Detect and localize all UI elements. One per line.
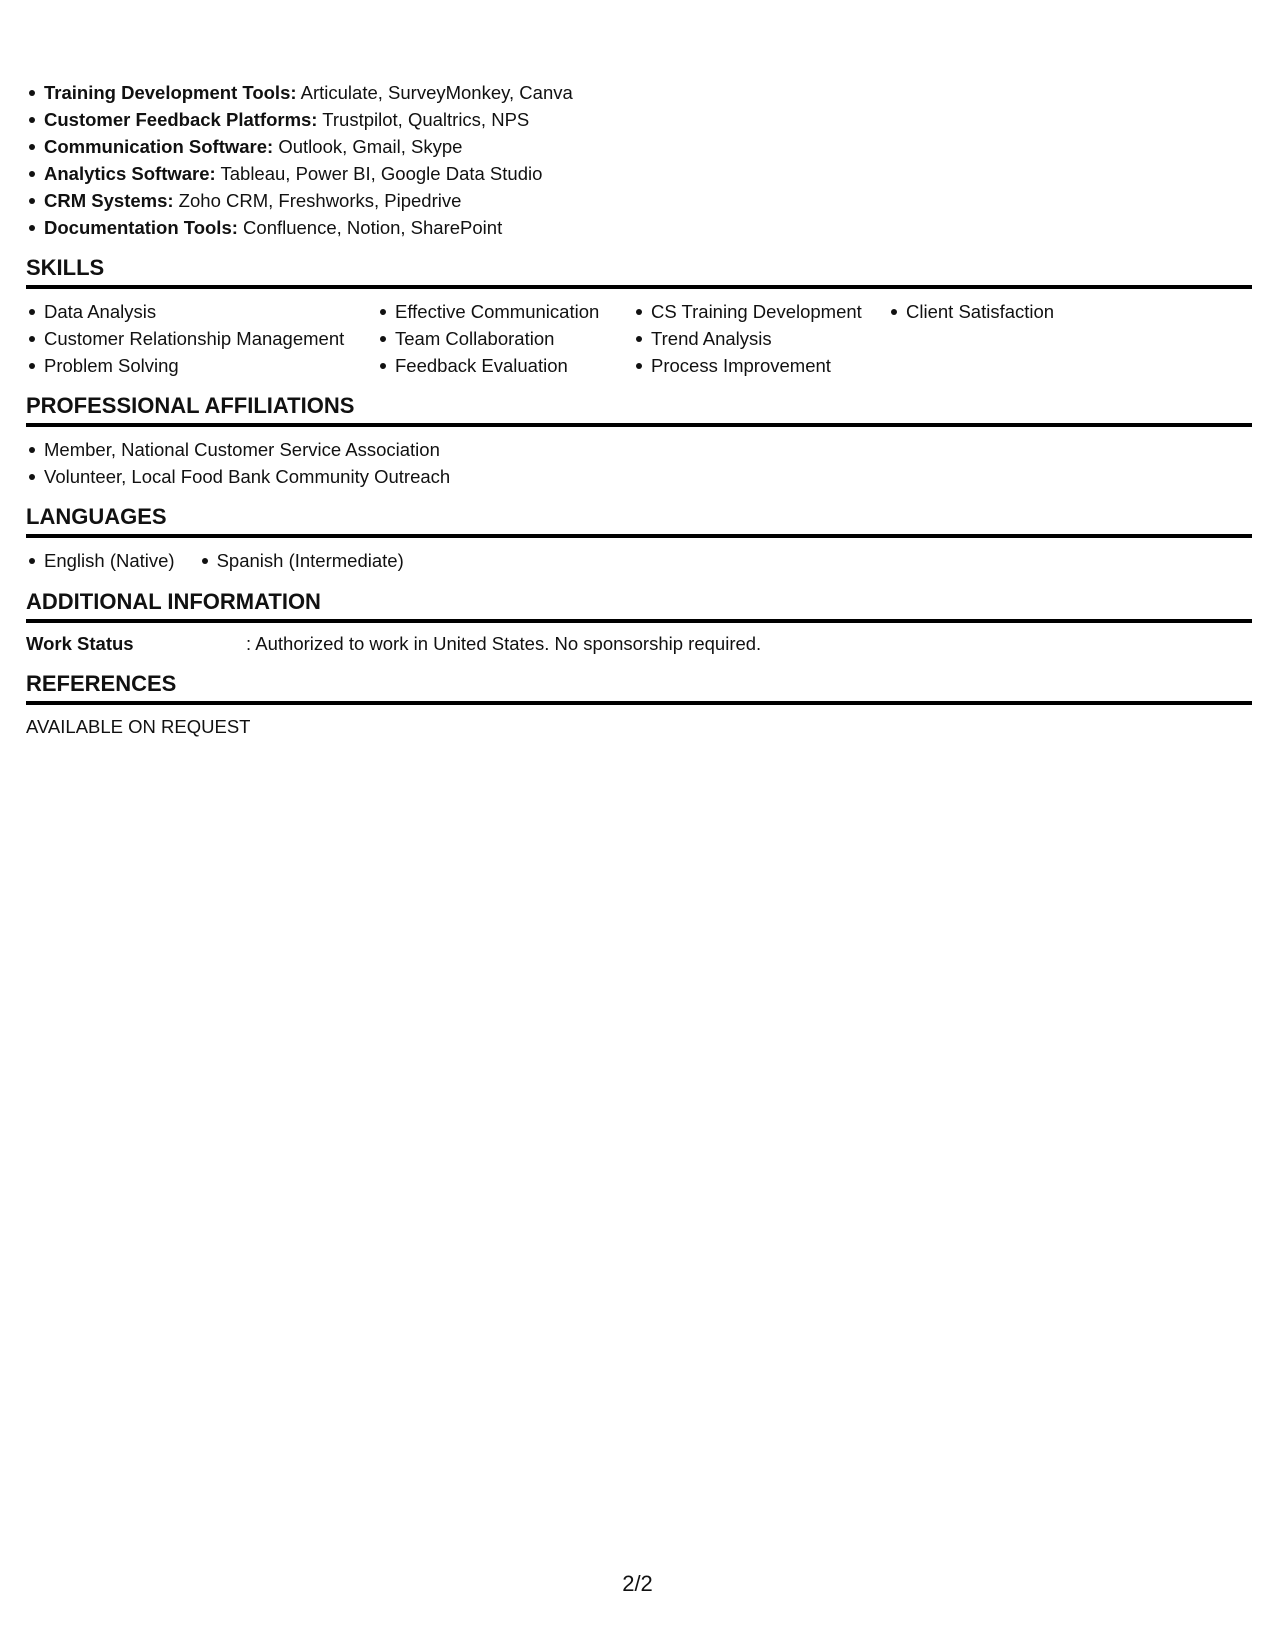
affiliation-item: Volunteer, Local Food Bank Community Outreach	[26, 463, 450, 490]
tools-item-label: Customer Feedback Platforms:	[44, 109, 318, 130]
tools-item	[26, 160, 573, 187]
section-heading-skills: SKILLS	[26, 254, 1252, 289]
tools-item-value: Trustpilot, Qualtrics, NPS	[317, 109, 530, 130]
section-heading-additional-information: ADDITIONAL INFORMATION	[26, 588, 1252, 623]
language-item: English (Native)	[26, 547, 175, 574]
language-item: Spanish (Intermediate)	[199, 547, 404, 574]
skills-column	[633, 298, 888, 379]
skill-item: Effective Communication	[377, 298, 633, 325]
section-heading-references: REFERENCES	[26, 670, 1252, 705]
skills-column	[377, 298, 633, 379]
section-heading-languages: LANGUAGES	[26, 503, 1252, 538]
skill-item: CS Training Development	[633, 298, 888, 325]
skill-item: Client Satisfaction	[888, 298, 1138, 325]
work-status-value: : Authorized to work in United States. No sponsorship required.	[246, 633, 762, 654]
tools-item	[26, 133, 573, 160]
skill-item: Data Analysis	[26, 298, 377, 325]
skill-item: Trend Analysis	[633, 325, 888, 352]
tools-item-value: Tableau, Power BI, Google Data Studio	[215, 163, 543, 184]
tools-item-value: Zoho CRM, Freshworks, Pipedrive	[173, 190, 462, 211]
tools-item-value: Confluence, Notion, SharePoint	[237, 217, 503, 238]
skills-column	[26, 298, 377, 379]
affiliation-item: Member, National Customer Service Association	[26, 436, 450, 463]
work-status-row	[26, 630, 761, 657]
tools-item	[26, 79, 573, 106]
page-number: 2/2	[622, 1571, 653, 1596]
skill-item: Problem Solving	[26, 352, 377, 379]
tools-list	[26, 79, 573, 241]
tools-item-label: Analytics Software:	[44, 163, 216, 184]
skill-item: Process Improvement	[633, 352, 888, 379]
tools-item	[26, 187, 573, 214]
tools-item-label: Training Development Tools:	[44, 82, 297, 103]
skill-item: Feedback Evaluation	[377, 352, 633, 379]
affiliations-list	[26, 436, 450, 490]
tools-item-label: Communication Software:	[44, 136, 274, 157]
skills-columns	[26, 298, 1138, 379]
tools-item-value: Articulate, SurveyMonkey, Canva	[296, 82, 573, 103]
work-status-label: Work Status	[26, 633, 134, 654]
tools-item	[26, 106, 573, 133]
skill-item: Customer Relationship Management	[26, 325, 377, 352]
tools-item	[26, 214, 573, 241]
tools-item-label: CRM Systems:	[44, 190, 174, 211]
skills-column	[888, 298, 1138, 379]
tools-item-value: Outlook, Gmail, Skype	[273, 136, 463, 157]
tools-item-label: Documentation Tools:	[44, 217, 238, 238]
skill-item: Team Collaboration	[377, 325, 633, 352]
languages-list	[26, 547, 428, 574]
references-text: AVAILABLE ON REQUEST	[26, 716, 251, 737]
section-heading-affiliations: PROFESSIONAL AFFILIATIONS	[26, 392, 1252, 427]
